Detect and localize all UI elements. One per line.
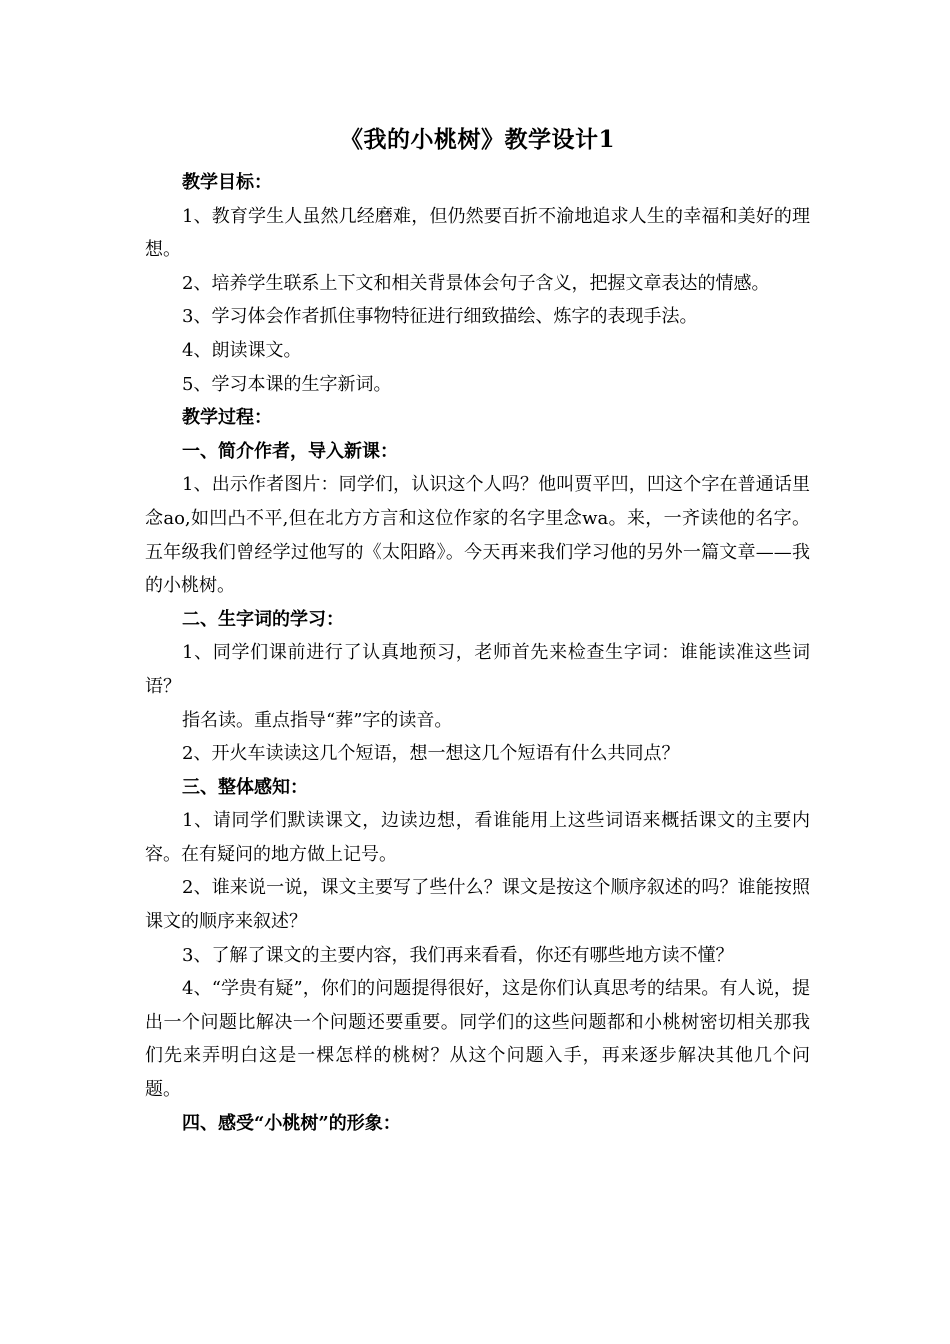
- goal-item-5: 5、学习本课的生字新词。: [182, 373, 392, 395]
- section-3-paragraph-2: 2、谁来说一说，课文主要写了些什么？课文是按这个顺序叙述的吗？谁能按照课文的顺序来叙述？: [145, 877, 810, 933]
- goal-item-4: 4、朗读课文。: [182, 339, 302, 361]
- goal-item-1: 1、教育学生人虽然几经磨难，但仍然要百折不渝地追求人生的幸福和美好的理想。: [145, 205, 810, 261]
- section-3-paragraph-3: 3、了解了课文的主要内容，我们再来看看，你还有哪些地方读不懂？: [182, 944, 734, 966]
- section-3-paragraph-4: 4、“学贵有疑”，你们的问题提得很好，这是你们认真思考的结果。有人说，提出一个问题比解决一个问题还要重要。同学们的这些问题都和小桃树密切相关那我们先来弄明白这是一棵怎样的桃树？从这个问题入手，再来逐步解决其他几个问题。: [145, 978, 810, 1101]
- section-1-paragraph-1: 1、出示作者图片：同学们，认识这个人吗？他叫贾平凹，凹这个字在普通话里念ao,如凹凸不平,但在北方方言和这位作家的名字里念wa。来，一齐读他的名字。五年级我们曾经学过他写的《太阳路》。今天再来我们学习他的另外一篇文章——我的小桃树。: [145, 474, 810, 597]
- document-title: 《我的小桃树》教学设计1: [339, 126, 615, 153]
- section-heading-3: 三、整体感知：: [182, 776, 308, 798]
- heading-teaching-goals: 教学目标：: [182, 172, 272, 193]
- document-page: [145, 120, 810, 1140]
- section-heading-1: 一、简介作者，导入新课：: [182, 440, 398, 462]
- section-heading-2: 二、生字词的学习：: [182, 608, 344, 630]
- section-2-paragraph-1: 1、同学们课前进行了认真地预习，老师首先来检查生字词：谁能读准这些词语？: [145, 642, 810, 697]
- heading-teaching-process: 教学过程：: [182, 407, 272, 429]
- goal-item-3: 3、学习体会作者抓住事物特征进行细致描绘、炼字的表现手法。: [182, 306, 698, 328]
- section-3-paragraph-1: 1、请同学们默读课文，边读边想，看谁能用上这些词语来概括课文的主要内容。在有疑问的地方做上记号。: [145, 810, 810, 865]
- section-2-paragraph-3: 2、开火车读读这几个短语，想一想这几个短语有什么共同点？: [182, 743, 680, 765]
- section-heading-4: 四、感受“小桃树”的形象：: [182, 1112, 401, 1134]
- goal-item-2: 2、培养学生联系上下文和相关背景体会句子含义，把握文章表达的情感。: [182, 272, 770, 294]
- section-2-paragraph-2: 指名读。重点指导“葬”字的读音。: [182, 709, 453, 731]
